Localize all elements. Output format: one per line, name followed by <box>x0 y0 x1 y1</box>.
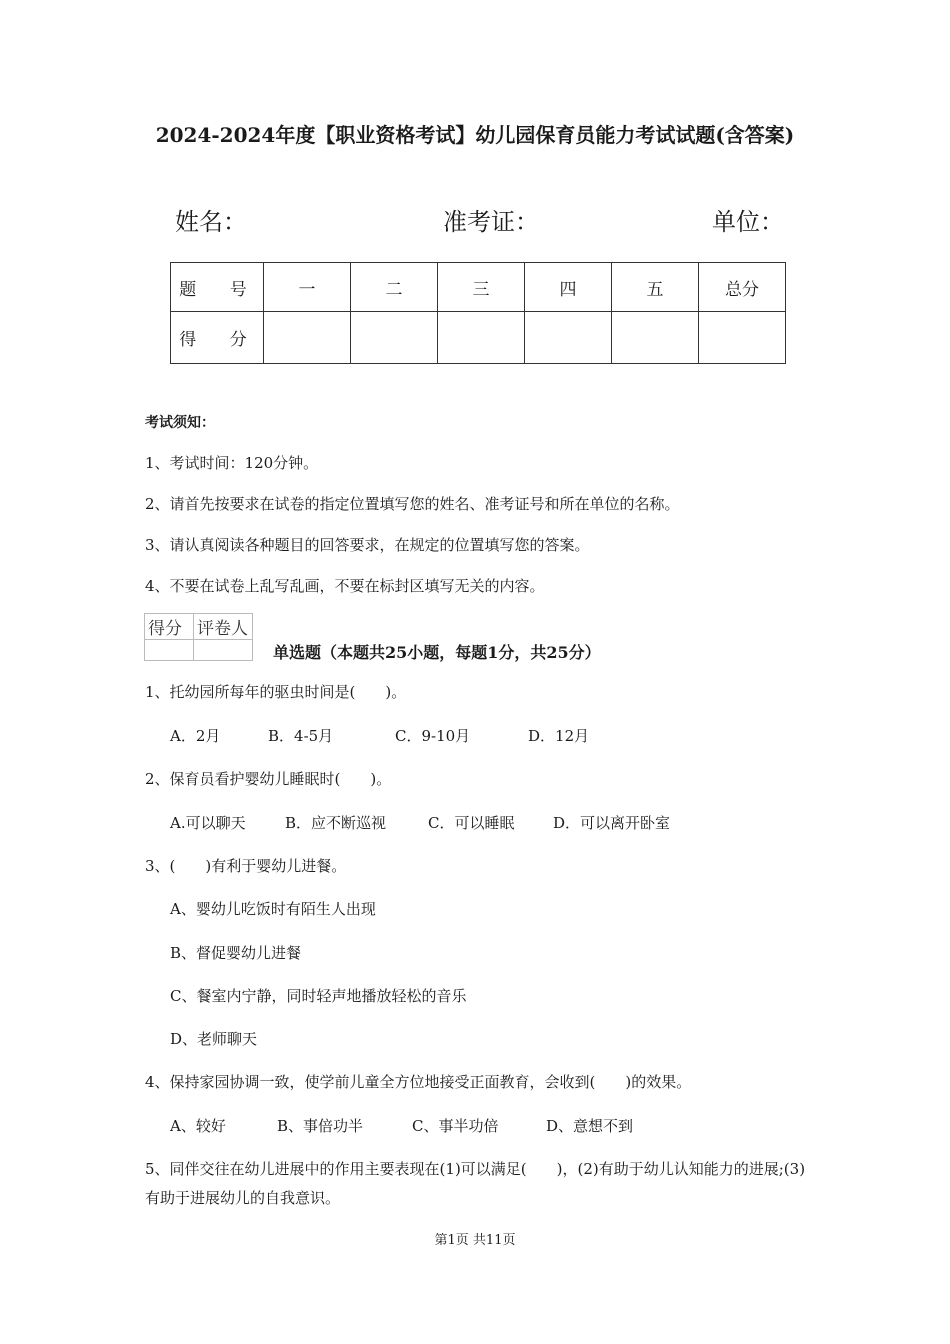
option: D．12月 <box>528 727 590 745</box>
option: A、较好 <box>170 1117 226 1135</box>
score-table-score-row <box>171 312 786 364</box>
option: A.可以聊天 <box>170 814 246 832</box>
header-cell: 四 <box>525 263 612 312</box>
notice-item: 4、不要在试卷上乱写乱画，不要在标封区填写无关的内容。 <box>145 577 545 595</box>
grader-reviewer-label: 评卷人 <box>194 614 253 640</box>
option: C．9-10月 <box>395 727 471 745</box>
score-row-label: 得 分 <box>171 312 264 364</box>
notice-heading: 考试须知： <box>145 415 215 431</box>
score-table-header-row <box>171 263 786 312</box>
question-text: 4、保持家园协调一致，使学前儿童全方位地接受正面教育，会收到( )的效果。 <box>145 1073 692 1091</box>
notice-item: 2、请首先按要求在试卷的指定位置填写您的姓名、准考证号和所在单位的名称。 <box>145 495 680 513</box>
header-cell: 题 号 <box>171 263 264 312</box>
section-heading: 单选题（本题共25小题，每题1分，共25分） <box>273 643 601 662</box>
page-footer: 第1页 共11页 <box>434 1233 516 1248</box>
exam-id-label: 准考证： <box>443 208 539 236</box>
score-cell <box>525 312 612 364</box>
notice-item: 3、请认真阅读各种题目的回答要求，在规定的位置填写您的答案。 <box>145 536 590 554</box>
header-cell: 二 <box>351 263 438 312</box>
question-text: 3、( )有利于婴幼儿进餐。 <box>145 857 347 875</box>
option: A．2月 <box>170 727 221 745</box>
header-cell: 一 <box>264 263 351 312</box>
option: C、餐室内宁静，同时轻声地播放轻松的音乐 <box>170 987 467 1005</box>
score-cell <box>612 312 699 364</box>
page-title: 2024-2024年度【职业资格考试】幼儿园保育员能力考试试题(含答案) <box>155 123 795 147</box>
option: B、督促婴幼儿进餐 <box>170 944 302 962</box>
name-label: 姓名： <box>175 208 247 236</box>
score-cell <box>438 312 525 364</box>
option: B、事倍功半 <box>277 1117 364 1135</box>
score-cell <box>351 312 438 364</box>
option: D．可以离开卧室 <box>553 814 671 832</box>
candidate-fields <box>0 202 950 242</box>
header-cell: 三 <box>438 263 525 312</box>
question-text: 2、保育员看护婴幼儿睡眠时( )。 <box>145 770 392 788</box>
grader-score-cell <box>145 640 194 661</box>
score-cell <box>699 312 786 364</box>
question-text: 1、托幼园所每年的驱虫时间是( )。 <box>145 683 407 701</box>
option: C．可以睡眠 <box>428 814 515 832</box>
grader-box <box>144 613 253 661</box>
option: C、事半功倍 <box>412 1117 499 1135</box>
unit-label: 单位： <box>712 208 784 236</box>
score-cell <box>264 312 351 364</box>
header-cell: 五 <box>612 263 699 312</box>
grader-reviewer-cell <box>194 640 253 661</box>
option: B．应不断巡视 <box>285 814 387 832</box>
option: D、老师聊天 <box>170 1030 258 1048</box>
score-table <box>170 262 786 364</box>
option: D、意想不到 <box>546 1117 634 1135</box>
grader-score-label: 得分 <box>145 614 194 640</box>
header-cell: 总分 <box>699 263 786 312</box>
option: B．4-5月 <box>268 727 334 745</box>
option: A、婴幼儿吃饭时有陌生人出现 <box>170 900 376 918</box>
notice-item: 1、考试时间：120分钟。 <box>145 454 319 472</box>
question-text: 5、同伴交往在幼儿进展中的作用主要表现在(1)可以满足( )，(2)有助于幼儿认知能力的进展;(3)有助于进展幼儿的自我意识。 <box>145 1160 806 1207</box>
